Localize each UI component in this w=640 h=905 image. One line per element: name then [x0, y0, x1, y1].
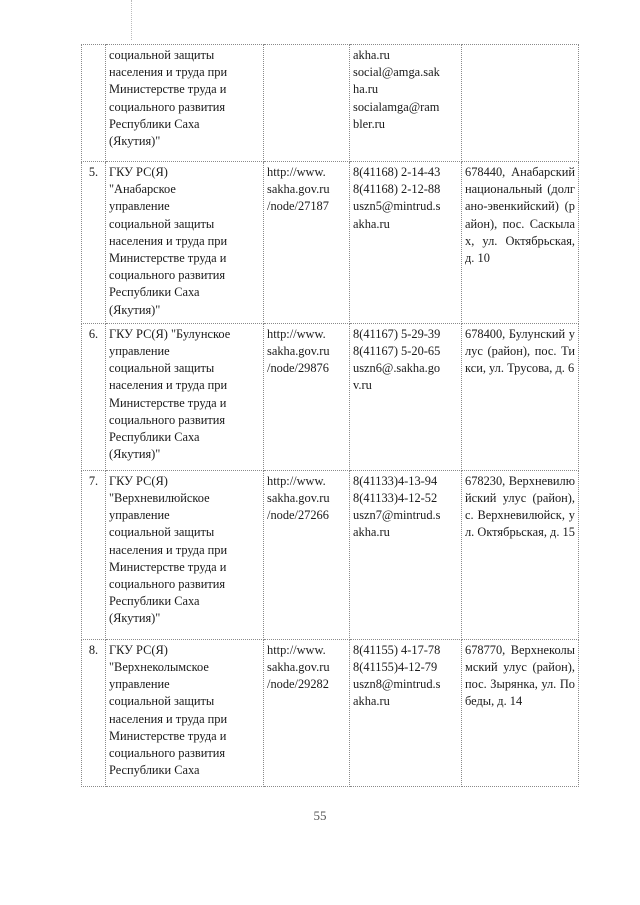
contacts-line: uszn5@mintrud.s — [353, 199, 441, 214]
organization-name-line: (Якутия)" — [109, 447, 161, 462]
organization-name-line: Республики Саха — [109, 116, 200, 131]
organization-name-line: (Якутия)" — [109, 134, 161, 149]
website-url-line: http://www. — [267, 642, 326, 657]
organization-name-line: ГКУ РС(Я) — [109, 473, 168, 488]
organization-name-line: социальной защиты — [109, 216, 215, 231]
institutions-table — [81, 44, 579, 787]
contacts-line: 8(41155) 4-17-78 — [353, 642, 441, 657]
contacts-cell — [350, 323, 462, 470]
contacts-line: socialamga@ram — [353, 99, 440, 114]
organization-name-line: Республики Саха — [109, 594, 200, 609]
organization-name-line: управление — [109, 199, 170, 214]
website-url-line: sakha.gov.ru — [267, 182, 330, 197]
organization-name-line: социального развития — [109, 577, 226, 592]
website-url-cell — [264, 45, 350, 162]
contacts-cell — [350, 639, 462, 786]
organization-name-line: Министерстве труда и — [109, 251, 227, 266]
binding-margin-line — [131, 0, 132, 40]
website-url-line: /node/29282 — [267, 677, 329, 692]
address-line: 678770, Верхнеколымский улус (район), пос. Зырянка, ул. Победы, д. 14 — [465, 642, 575, 709]
contacts-line: uszn7@mintrud.s — [353, 508, 441, 523]
website-url-line: sakha.gov.ru — [267, 491, 330, 506]
organization-name-line: Республики Саха — [109, 763, 200, 778]
contacts-line: akha.ru — [353, 216, 390, 231]
address-line: 678400, Булунский улус (район), пос. Тикси, ул. Трусова, д. 6 — [465, 326, 575, 376]
organization-name-line: населения и труда при — [109, 378, 228, 393]
organization-name-line: (Якутия)" — [109, 302, 161, 317]
address-line: 678440, Анабарский национальный (долгано-эвенкийский) (район), пос. Саскылах, ул. Октябрьская, д. 10 — [465, 165, 575, 266]
table-row — [82, 162, 579, 324]
contacts-line: uszn8@mintrud.s — [353, 677, 441, 692]
website-url-line: /node/27187 — [267, 199, 329, 214]
contacts-line: akha.ru — [353, 48, 390, 62]
website-url-line: sakha.gov.ru — [267, 344, 330, 359]
address-cell — [462, 162, 579, 324]
organization-name-line: Министерстве труда и — [109, 82, 227, 97]
contacts-line: 8(41167) 5-29-39 — [353, 326, 441, 341]
contacts-line: 8(41133)4-13-94 — [353, 473, 438, 488]
organization-name-line: социальной защиты — [109, 525, 215, 540]
organization-name-line: социальной защиты — [109, 694, 215, 709]
organization-name-line: Министерстве труда и — [109, 728, 227, 743]
contacts-cell — [350, 470, 462, 639]
organization-name-cell — [106, 45, 264, 162]
organization-name-line: населения и труда при — [109, 711, 228, 726]
organization-name-line: ГКУ РС(Я) "Булунское — [109, 326, 231, 341]
contacts-line: 8(41133)4-12-52 — [353, 491, 438, 506]
address-cell — [462, 470, 579, 639]
row-number-cell: 6. — [82, 323, 106, 470]
organization-name-line: социального развития — [109, 412, 226, 427]
contacts-cell — [350, 45, 462, 162]
organization-name-cell — [106, 162, 264, 324]
website-url-line: http://www. — [267, 165, 326, 179]
address-line: 678230, Верхневилюйский улус (район), с. Верхневилюйск, ул. Октябрьская, д. 15 — [465, 473, 575, 540]
row-number-cell: 7. — [82, 470, 106, 639]
organization-name-line: социальной защиты — [109, 361, 215, 376]
website-url-line: /node/27266 — [267, 508, 329, 523]
contacts-line: uszn6@.sakha.go — [353, 361, 441, 376]
contacts-line: social@amga.sak — [353, 65, 440, 80]
contacts-line: 8(41167) 5-20-65 — [353, 344, 441, 359]
website-url-cell — [264, 323, 350, 470]
table-row — [82, 470, 579, 639]
organization-name-line: социального развития — [109, 268, 226, 283]
organization-name-line: Республики Саха — [109, 430, 200, 445]
organization-name-line: населения и труда при — [109, 65, 228, 80]
address-cell — [462, 323, 579, 470]
organization-name-line: Министерстве труда и — [109, 559, 227, 574]
organization-name-line: управление — [109, 508, 170, 523]
organization-name-line: Республики Саха — [109, 285, 200, 300]
website-url-cell — [264, 639, 350, 786]
contacts-line: v.ru — [353, 378, 372, 393]
address-cell — [462, 45, 579, 162]
row-number-cell: 8. — [82, 639, 106, 786]
organization-name-line: управление — [109, 677, 170, 692]
website-url-line: /node/29876 — [267, 361, 329, 376]
organization-name-cell — [106, 639, 264, 786]
organization-name-line: социального развития — [109, 746, 226, 761]
organization-name-cell — [106, 323, 264, 470]
organization-name-line: социальной защиты — [109, 48, 215, 62]
organization-name-line: Министерстве труда и — [109, 395, 227, 410]
organization-name-line: ГКУ РС(Я) — [109, 642, 168, 657]
table-row — [82, 45, 579, 162]
website-url-line: sakha.gov.ru — [267, 660, 330, 675]
organization-name-line: ГКУ РС(Я) — [109, 165, 168, 179]
table-row — [82, 323, 579, 470]
organization-name-line: населения и труда при — [109, 233, 228, 248]
website-url-line: http://www. — [267, 326, 326, 341]
organization-name-line: социального развития — [109, 99, 226, 114]
organization-name-line: (Якутия)" — [109, 611, 161, 626]
page-number: 55 — [313, 808, 327, 823]
contacts-cell — [350, 162, 462, 324]
contacts-line: 8(41168) 2-14-43 — [353, 165, 441, 179]
contacts-line: 8(41168) 2-12-88 — [353, 182, 441, 197]
row-number-cell: 5. — [82, 162, 106, 324]
table-row — [82, 639, 579, 786]
contacts-line: ha.ru — [353, 82, 379, 97]
website-url-cell — [264, 470, 350, 639]
website-url-cell — [264, 162, 350, 324]
contacts-line: bler.ru — [353, 116, 385, 131]
contacts-line: akha.ru — [353, 525, 390, 540]
address-cell — [462, 639, 579, 786]
organization-name-line: "Анабарское — [109, 182, 176, 197]
contacts-line: akha.ru — [353, 694, 390, 709]
contacts-line: 8(41155)4-12-79 — [353, 660, 438, 675]
row-number-cell — [82, 45, 106, 162]
organization-name-line: населения и труда при — [109, 542, 228, 557]
website-url-line: http://www. — [267, 473, 326, 488]
organization-name-line: "Верхневилюйское — [109, 491, 210, 506]
organization-name-line: "Верхнеколымское — [109, 660, 209, 675]
organization-name-line: управление — [109, 344, 170, 359]
organization-name-cell — [106, 470, 264, 639]
